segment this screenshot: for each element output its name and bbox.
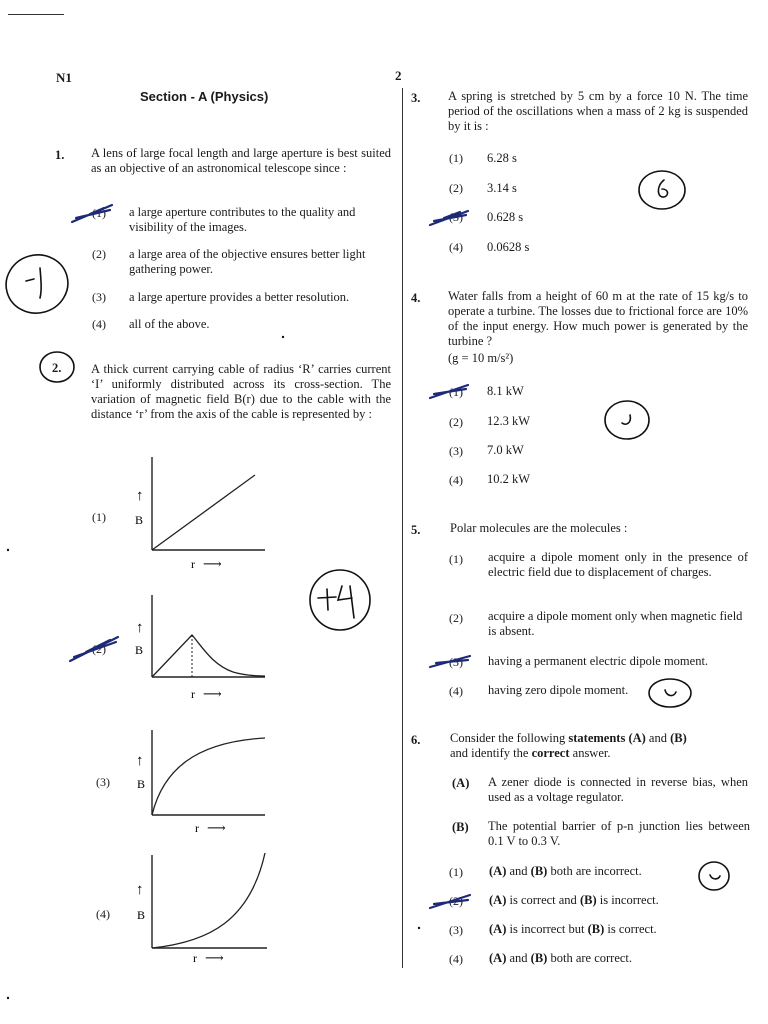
q6-option-2-number: (2) bbox=[449, 894, 463, 908]
q3-option-3-text: 0.628 s bbox=[487, 210, 524, 224]
graph-3-x-label: r bbox=[195, 821, 199, 835]
q4-score-circle bbox=[605, 401, 649, 439]
question-6-text bbox=[450, 731, 748, 761]
statement-b-text: The potential barrier of p-n junction lies between 0.1 V to 0.3 V. bbox=[488, 819, 750, 848]
q6-option-3-text bbox=[489, 922, 657, 937]
q6-opt4-b1: (A) bbox=[489, 951, 507, 965]
q4-option-2-number: (2) bbox=[449, 415, 463, 429]
graph-option-2 bbox=[125, 590, 275, 705]
question-3-number: 3. bbox=[411, 91, 421, 105]
b-field-curve bbox=[152, 475, 255, 550]
q1-option-2-number: (2) bbox=[92, 247, 106, 261]
section-title: Section - A (Physics) bbox=[140, 89, 269, 104]
q6-opt3-b2: (B) bbox=[587, 922, 605, 936]
q6-text-start: Consider the following bbox=[450, 731, 569, 745]
q4-option-1-number: (1) bbox=[449, 385, 463, 399]
graph-2-arrow-right: ⟶ bbox=[203, 686, 222, 701]
page-number: 2 bbox=[395, 68, 402, 83]
graph-option-1 bbox=[125, 452, 275, 577]
q3-option-1-text: 6.28 s bbox=[487, 151, 517, 165]
q5-option-3-text: having a permanent electric dipole moment. bbox=[488, 654, 709, 668]
q1-score-digits bbox=[26, 268, 41, 298]
q6-option-4-number: (4) bbox=[449, 952, 463, 966]
q3-option-1-number: (1) bbox=[449, 151, 463, 165]
question-5-number: 5. bbox=[411, 523, 421, 537]
b-field-curve bbox=[152, 635, 265, 677]
q6-opt2-m: is correct and bbox=[506, 893, 580, 907]
q6-text-bold1: statements (A) bbox=[568, 731, 646, 745]
q2-option-3-number: (3) bbox=[96, 775, 110, 789]
question-1-number: 1. bbox=[55, 148, 65, 162]
graph-1-y-label: B bbox=[135, 513, 144, 527]
question-6-number: 6. bbox=[411, 733, 421, 747]
q5-option-4-text: having zero dipole moment. bbox=[488, 683, 629, 697]
q3-option-2-text: 3.14 s bbox=[487, 181, 517, 195]
q5-option-2-text: acquire a dipole moment only when magnetic field is absent. bbox=[488, 609, 743, 638]
q6-opt4-e: both are correct. bbox=[547, 951, 633, 965]
q6-text-line2a: and identify the bbox=[450, 746, 532, 760]
q4-option-3-number: (3) bbox=[449, 444, 463, 458]
q2-option-2-number: (2) bbox=[92, 642, 106, 656]
q1-option-1-text: a large aperture contributes to the quality and visibility of the images. bbox=[129, 205, 356, 234]
q3-option-4-text: 0.0628 s bbox=[487, 240, 530, 254]
b-field-curve bbox=[152, 738, 265, 815]
question-5-text: Polar molecules are the molecules : bbox=[450, 521, 628, 535]
q6-opt1-b2: (B) bbox=[530, 864, 548, 878]
q1-option-4-number: (4) bbox=[92, 317, 106, 331]
graph-2-y-label: B bbox=[135, 643, 144, 657]
q6-opt3-b1: (A) bbox=[489, 922, 507, 936]
question-4-text: Water falls from a height of 60 m at the rate of 15 kg/s to operate a turbine. The losses due to frictional force are 10% of the input energy. How much power is generated by the turbine ? bbox=[448, 289, 748, 348]
graph-option-4 bbox=[125, 850, 275, 970]
q3-option-4-number: (4) bbox=[449, 240, 463, 254]
q1-option-3-number: (3) bbox=[92, 290, 106, 304]
q5-option-2-number: (2) bbox=[449, 611, 463, 625]
q2-score-digits bbox=[318, 586, 354, 618]
q6-text-bold2: (B) bbox=[670, 731, 687, 745]
graph-2-arrow-up: ↑ bbox=[136, 620, 144, 636]
q1-option-3-text: a large aperture provides a better resolution. bbox=[129, 290, 350, 304]
graph-1-arrow-up: ↑ bbox=[136, 488, 144, 504]
q4-option-4-text: 10.2 kW bbox=[487, 472, 531, 486]
column-divider bbox=[402, 88, 403, 968]
b-field-curve bbox=[152, 853, 265, 948]
q2-option-4-number: (4) bbox=[96, 907, 110, 921]
q5-option-3-number: (3) bbox=[449, 655, 463, 669]
graph-4-arrow-up: ↑ bbox=[136, 882, 144, 898]
statement-a-label: (A) bbox=[452, 776, 470, 790]
q6-opt1-b1: (A) bbox=[489, 864, 507, 878]
q6-opt3-e: is correct. bbox=[604, 922, 657, 936]
question-4-given: (g = 10 m/s²) bbox=[448, 351, 514, 365]
q6-opt4-m: and bbox=[506, 951, 531, 965]
q3-option-2-number: (2) bbox=[449, 181, 463, 195]
q6-text-mid: and bbox=[645, 731, 671, 745]
q4-option-4-number: (4) bbox=[449, 473, 463, 487]
q2-score-circle bbox=[310, 570, 370, 630]
q4-option-2-text: 12.3 kW bbox=[487, 414, 531, 428]
statement-b-label: (B) bbox=[452, 820, 469, 834]
q5-option-1-number: (1) bbox=[449, 552, 463, 566]
question-2-number: 2. bbox=[52, 361, 62, 375]
graph-1-x-label: r bbox=[191, 557, 195, 571]
q6-option-4-text bbox=[489, 951, 632, 966]
q6-opt2-e: is incorrect. bbox=[596, 893, 659, 907]
q6-option-3-number: (3) bbox=[449, 923, 463, 937]
question-1-text: A lens of large focal length and large aperture is best suited as an objective of an astronomical telescope since : bbox=[91, 146, 391, 175]
q6-opt2-b2: (B) bbox=[579, 893, 597, 907]
q2-option-1-number: (1) bbox=[92, 510, 106, 524]
graph-4-y-label: B bbox=[137, 908, 146, 922]
graph-option-3 bbox=[125, 720, 275, 840]
graph-4-arrow-right: ⟶ bbox=[205, 950, 224, 965]
graph-3-y-label: B bbox=[137, 777, 146, 791]
q3-option-3-number: (3) bbox=[449, 210, 463, 224]
graph-1-arrow-right: ⟶ bbox=[203, 556, 222, 571]
q6-opt2-b1: (A) bbox=[489, 893, 507, 907]
q1-option-1-number: (1) bbox=[92, 206, 106, 220]
graph-3-arrow-right: ⟶ bbox=[207, 820, 226, 835]
q6-option-2-text bbox=[489, 893, 659, 908]
graph-3-arrow-up: ↑ bbox=[136, 753, 144, 769]
question-3-text: A spring is stretched by 5 cm by a force 10 N. The time period of the oscillations when a mass of 2 kg is suspended by it is : bbox=[448, 89, 748, 133]
q6-opt4-b2: (B) bbox=[530, 951, 548, 965]
q6-opt1-e: both are incorrect. bbox=[547, 864, 642, 878]
question-4-number: 4. bbox=[411, 291, 421, 305]
q5-option-1-text: acquire a dipole moment only in the presence of electric field due to displacement of charges. bbox=[488, 550, 748, 579]
q1-score-circle bbox=[0, 248, 74, 320]
q6-opt1-m: and bbox=[506, 864, 531, 878]
q6-option-1-text bbox=[489, 864, 642, 879]
top-rule bbox=[8, 14, 64, 15]
q6-text-bold3: correct bbox=[531, 746, 570, 760]
q1-option-4-text: all of the above. bbox=[129, 317, 210, 331]
statement-a-text: A zener diode is connected in reverse bias, when used as a voltage regulator. bbox=[488, 775, 748, 804]
q3-score-digit bbox=[658, 180, 667, 197]
q6-opt3-m: is incorrect but bbox=[506, 922, 588, 936]
question-2-text: A thick current carrying cable of radius ‘R’ carries current ‘I’ uniformly distributed across its cross-section. The variation of magnetic field B(r) due to the cable with the distance ‘r’ from the axis of the cable is represented by : bbox=[91, 362, 391, 421]
paper-code: N1 bbox=[56, 70, 72, 85]
q4-option-1-text: 8.1 kW bbox=[487, 384, 524, 398]
q1-option-2-text: a large area of the objective ensures better light gathering power. bbox=[129, 247, 366, 276]
q6-score-circle bbox=[699, 862, 729, 890]
q6-text-line2b: answer. bbox=[569, 746, 611, 760]
q5-option-4-number: (4) bbox=[449, 684, 463, 698]
q6-option-1-number: (1) bbox=[449, 865, 463, 879]
q4-option-3-text: 7.0 kW bbox=[487, 443, 524, 457]
graph-4-x-label: r bbox=[193, 951, 197, 965]
q3-score-circle bbox=[639, 171, 685, 209]
graph-2-x-label: r bbox=[191, 687, 195, 701]
